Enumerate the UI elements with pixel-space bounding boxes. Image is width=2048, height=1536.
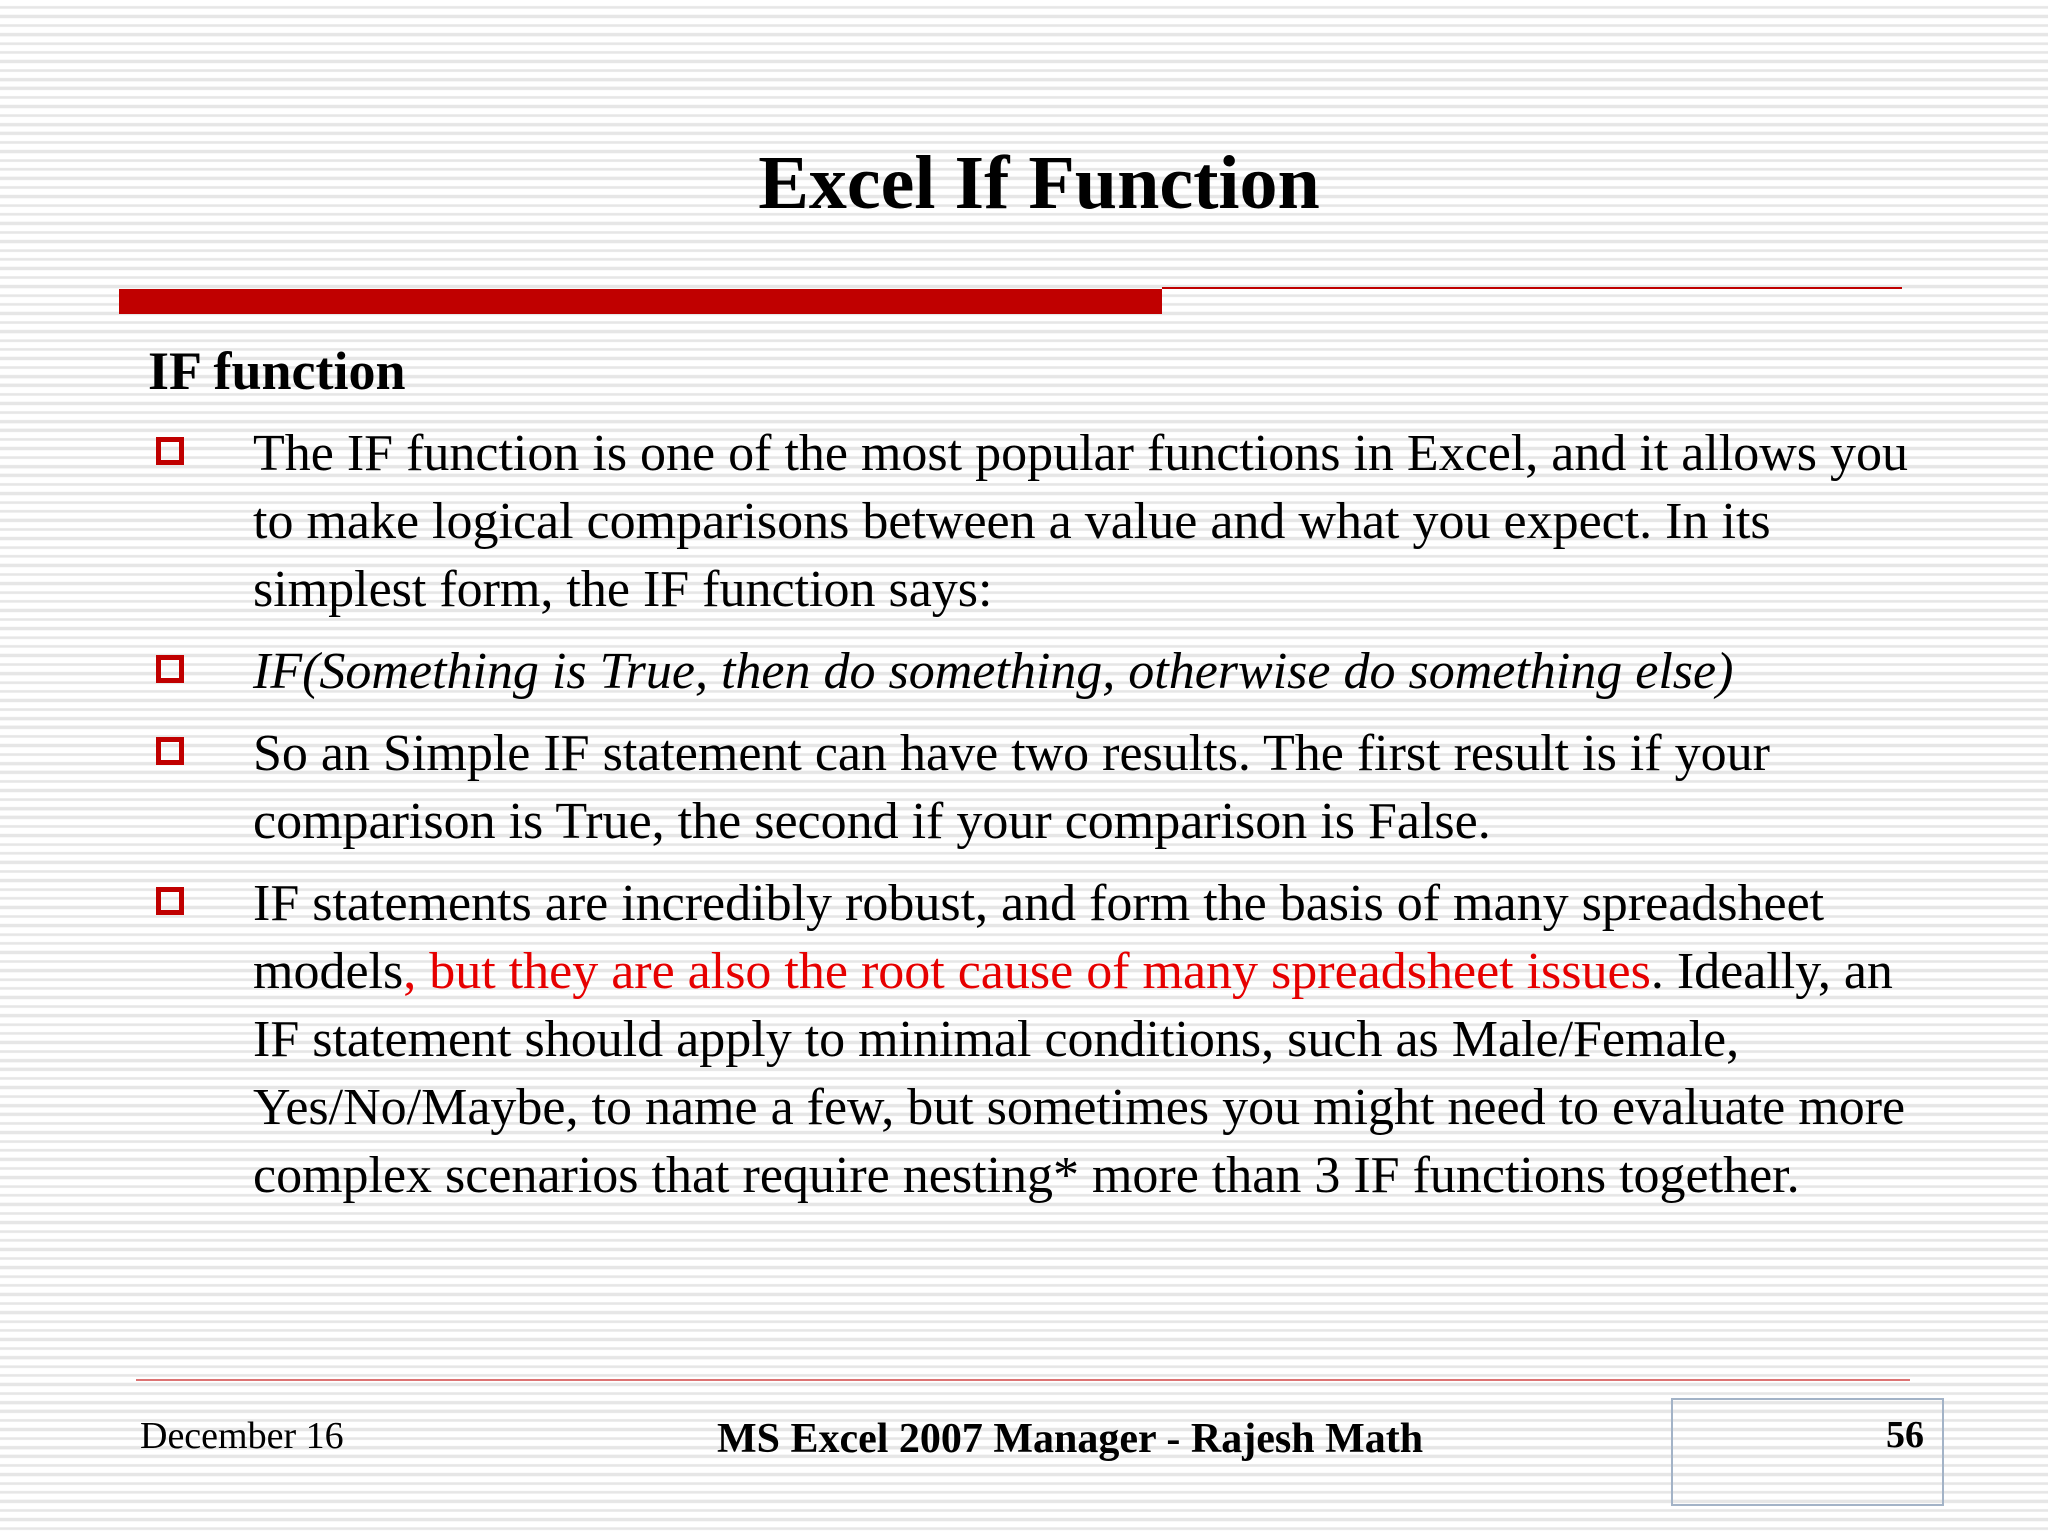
bullet-text: . Ideally, an IF statement should apply to minimal conditions, such as Male/Female, Yes/No/Maybe, to name a few, but sometimes you might need to evaluate more complex scenarios that require nesting* more than 3 IF functions together.	[253, 943, 1906, 1204]
bullet-item	[148, 720, 1918, 856]
bullet-text-syntax: IF(Something is True, then do something, otherwise do something else)	[253, 643, 1734, 700]
footer-date: December 16	[140, 1415, 344, 1457]
square-bullet-icon	[156, 655, 184, 683]
title-underline-thick	[119, 289, 1162, 314]
bullet-item	[148, 638, 1918, 706]
square-bullet-icon	[156, 437, 184, 465]
bullet-item	[148, 870, 1918, 1210]
square-bullet-icon	[156, 737, 184, 765]
bullet-text: IF statements are incredibly robust, and form the basis of many spreadsheet models	[253, 875, 1825, 1000]
footer-title: MS Excel 2007 Manager - Rajesh Math	[716, 1416, 1424, 1462]
bullet-text: The IF function is one of the most popular functions in Excel, and it allows you to make logical comparisons between a value and what you expect. In its simplest form, the IF function says:	[253, 425, 1909, 618]
bullet-list	[148, 420, 1918, 1224]
title-underline-thin	[1162, 287, 1902, 289]
bullet-text-highlight: , but they are also the root cause of many spreadsheet issues	[403, 943, 1651, 1000]
square-bullet-icon	[156, 887, 184, 915]
bullet-item	[148, 420, 1918, 624]
bullet-text: So an Simple IF statement can have two results. The first result is if your comparison is True, the second if your comparison is False.	[253, 725, 1770, 850]
page-number: 56	[1886, 1414, 1924, 1456]
page-number-box	[1671, 1398, 1944, 1506]
slide-title: Excel If Function	[758, 141, 1320, 225]
section-heading: IF function	[148, 341, 406, 401]
footer-divider	[136, 1379, 1910, 1381]
